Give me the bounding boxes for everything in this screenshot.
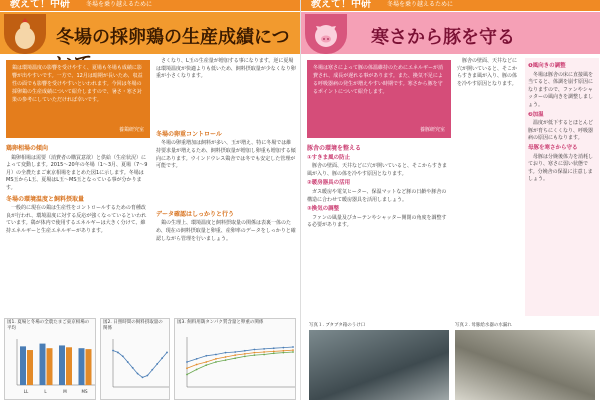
- left-column-2: [156, 58, 296, 244]
- sidebar-title: ❶風向きの調整: [528, 63, 566, 69]
- tick-label: L: [44, 389, 47, 394]
- data-point: [196, 358, 198, 360]
- left-page-title: 冬場の採卵鶏の生産成績につ: [56, 27, 290, 48]
- data-point: [282, 350, 284, 352]
- data-point: [282, 347, 284, 349]
- section-body: 冬場の卵重増加は飼料が多い、玉が増え、特に冬場では維持要求量が増えるため、飼料摂取量が増加し卵重も増加する傾向にあります。ウインドウレス鶏舎では冬でも安定した管理が可能です。: [156, 140, 296, 170]
- subsection-title: ②暖房器具の活用: [307, 180, 351, 187]
- photo-1-caption: 写真１. ブタブタ箱のうけ口: [309, 323, 366, 328]
- right-tab-sub: 冬場を乗り越えるために: [387, 1, 454, 8]
- left-intro-box: [6, 60, 150, 138]
- data-point: [215, 358, 217, 360]
- chart-3: [174, 318, 296, 400]
- data-point: [205, 361, 207, 363]
- data-point: [225, 359, 227, 361]
- data-point: [273, 352, 275, 354]
- section-body: 鶏卵相場は需要（消費者の購買意欲）と供給（生産状況）によって変動します。2015〜20年の冬場（1〜3月、夏場（7〜9月）の全農たまご東京相場をまとめた図1に示します。冬場はMS玉からL玉、夏場はL玉〜MS玉となっている事が分かります。: [6, 154, 148, 191]
- section-title: データ確認はしっかりと行う: [156, 210, 235, 218]
- bar: [40, 344, 46, 385]
- photo-2-image: [455, 330, 595, 400]
- data-point: [137, 373, 139, 375]
- data-point: [205, 364, 207, 366]
- section-title: 冬場の環境温度と飼料摂取量: [6, 195, 85, 203]
- bar: [86, 349, 92, 385]
- data-point: [151, 369, 153, 371]
- bar: [20, 346, 26, 385]
- sidebar-title: ❷加温: [528, 111, 544, 118]
- data-point: [196, 369, 198, 371]
- chart-1: [4, 318, 96, 400]
- right-header-tab: [301, 0, 600, 11]
- data-point: [142, 377, 144, 379]
- left-intro-sign: 養鶏研究室: [118, 127, 144, 133]
- section-body: 一般的に現在の鶏は生産性をコントロールするための育種改良が行われ、環境温度に対する反応が強くなっているといわれています。鶏が体内で使用するエネルギーは大きく分けて、維持エネルギーと生産エネルギーがあります。: [6, 205, 147, 234]
- chart-caption: 図1. 夏場と冬場の全農たまご東京相場の平均: [7, 320, 90, 331]
- data-point: [254, 349, 256, 351]
- bar: [66, 347, 72, 385]
- right-intro-text: 冬場は寒さによって豚の体温維持のためにエネルギーが消費され、成長が遅れる事があります。また、換気不足による呼吸器病の発生が増えやすい時期です。寒さから豚を守るポイントについて紹介します。: [313, 65, 444, 95]
- data-point: [292, 346, 294, 348]
- data-point: [186, 361, 188, 363]
- right-page: [300, 0, 600, 400]
- chart-2-plot: [103, 337, 169, 397]
- data-point: [117, 352, 119, 354]
- sidebar-content: [528, 61, 596, 185]
- hen-icon: [4, 14, 46, 54]
- sidebar-title: 母豚を寒さから守る: [528, 144, 578, 151]
- right-tab-label: 教えて！中研: [311, 0, 371, 10]
- bar: [59, 345, 65, 385]
- tick-label: MS: [81, 389, 88, 394]
- photo-2-caption: 写真２. 母豚給水器の水漏れ: [455, 323, 512, 328]
- left-header-tab: [0, 0, 300, 11]
- data-point: [263, 348, 265, 350]
- sidebar-body: 温度が低下するとほとんど豚が育ちにくくなり、呼吸器病の原因にもなります。: [528, 120, 594, 142]
- data-point: [244, 355, 246, 357]
- data-point: [127, 361, 129, 363]
- data-point: [292, 349, 294, 351]
- data-point: [282, 352, 284, 354]
- data-point: [273, 350, 275, 352]
- data-point: [234, 354, 236, 356]
- right-column-1: [307, 142, 451, 231]
- chart-3-plot: [177, 335, 295, 397]
- bar: [79, 348, 85, 385]
- data-point: [244, 353, 246, 355]
- data-point: [122, 355, 124, 357]
- chart-caption: 図3. 飼料用鶏タンパク質含量と卵重の関係: [177, 320, 264, 325]
- bar: [27, 350, 33, 385]
- data-point: [263, 354, 265, 356]
- series-line: [113, 351, 167, 378]
- section-title: 冬場の卵重コントロール: [156, 130, 222, 138]
- subsection-title: ③換気の調整: [307, 206, 340, 213]
- data-point: [292, 351, 294, 353]
- data-point: [273, 347, 275, 349]
- right-sidebar: [525, 58, 599, 316]
- data-point: [225, 352, 227, 354]
- data-point: [254, 354, 256, 356]
- pig-icon: [305, 14, 347, 54]
- right-page-title: 寒さから豚を守る: [371, 27, 515, 48]
- data-point: [234, 357, 236, 359]
- subsection-title: ①すきま風の防止: [307, 154, 351, 161]
- data-point: [205, 355, 207, 357]
- bar: [47, 348, 53, 385]
- section-body: ガス暖房や電気ヒーター、保温マットなど豚の日齢や豚舎の構造に合わせて暖房器具を活用しましょう。: [307, 188, 447, 203]
- data-point: [254, 352, 256, 354]
- left-tab-label: 教えて！中研: [10, 0, 70, 10]
- data-point: [186, 367, 188, 369]
- data-point: [215, 354, 217, 356]
- section-title: 豚舎の環境を整える: [307, 145, 362, 152]
- left-column-1: [6, 142, 150, 237]
- data-point: [112, 350, 114, 352]
- tick-label: LL: [23, 389, 29, 394]
- section-body: 豚舎の壁面、天井などに穴が開いていると、そこからすきま風が入り、豚の体を冷やす原因となります。: [307, 163, 448, 177]
- data-point: [244, 350, 246, 352]
- section-body: 豚舎の壁面、天井などに穴が開いていると、そこからすきま風が入り、豚の体を冷やす原因となります。: [457, 58, 518, 87]
- left-intro-text: 鶏は環境温度の影響を受けやすく、夏場も冬場も成績に影響が出やすいです。一方で、12月は暗期が長いため、収益性の面でも影響を受けやすいといわれます。今回は冬場の採卵鶏の生産成績について紹介しますので、暑さ・寒さ対策の参考にしていただければ幸いです。: [12, 65, 143, 103]
- section-title: 鶏卵相場の傾向: [6, 145, 49, 152]
- chart-2: [100, 318, 170, 400]
- sidebar-body: 母豚は分娩後体力を消耗しており、寒さに弱い状態です。分娩舎の保温に注意しましょう。: [528, 153, 594, 183]
- right-column-2: [457, 58, 521, 309]
- section-body: 鶏の生理上、環境温度と飼料摂取量の関係は表裏一体のため、現在の飼料摂取量と卵重、産卵率のデータをしっかりと確認しながら管理を行いましょう。: [156, 220, 296, 242]
- data-point: [132, 367, 134, 369]
- data-point: [225, 356, 227, 358]
- data-point: [161, 357, 163, 359]
- chart-1-plot: [7, 337, 95, 397]
- right-intro-box: [307, 60, 451, 138]
- data-point: [146, 375, 148, 377]
- photo-1-image: [309, 330, 449, 400]
- data-point: [263, 351, 265, 353]
- chart-caption: 図2. 日照時間の飼料摂取量の関係: [103, 320, 163, 331]
- data-point: [156, 363, 158, 365]
- data-point: [196, 364, 198, 366]
- left-tab-sub: 冬場を乗り越えるために: [86, 1, 153, 8]
- tick-label: M: [63, 389, 67, 394]
- section-body: さくなり、L玉の生産量が増加する事になります。逆に夏場は環境温度が快適よりも低いため、飼料摂取量が少なくなり卵重が小さくなります。: [156, 58, 296, 80]
- data-point: [234, 351, 236, 353]
- section-body: ファンの風量及びカーテンやシャッター開閉の角度を調整する必要があります。: [307, 214, 447, 229]
- data-point: [215, 361, 217, 363]
- data-point: [166, 352, 168, 354]
- data-point: [186, 374, 188, 376]
- right-intro-sign: 養豚研究室: [419, 127, 445, 133]
- sidebar-body: 冬場は豚舎の床に直接風を当てると、体調を崩す原因になりますので、ファンやシャッターの風向きを調整しましょう。: [528, 71, 594, 108]
